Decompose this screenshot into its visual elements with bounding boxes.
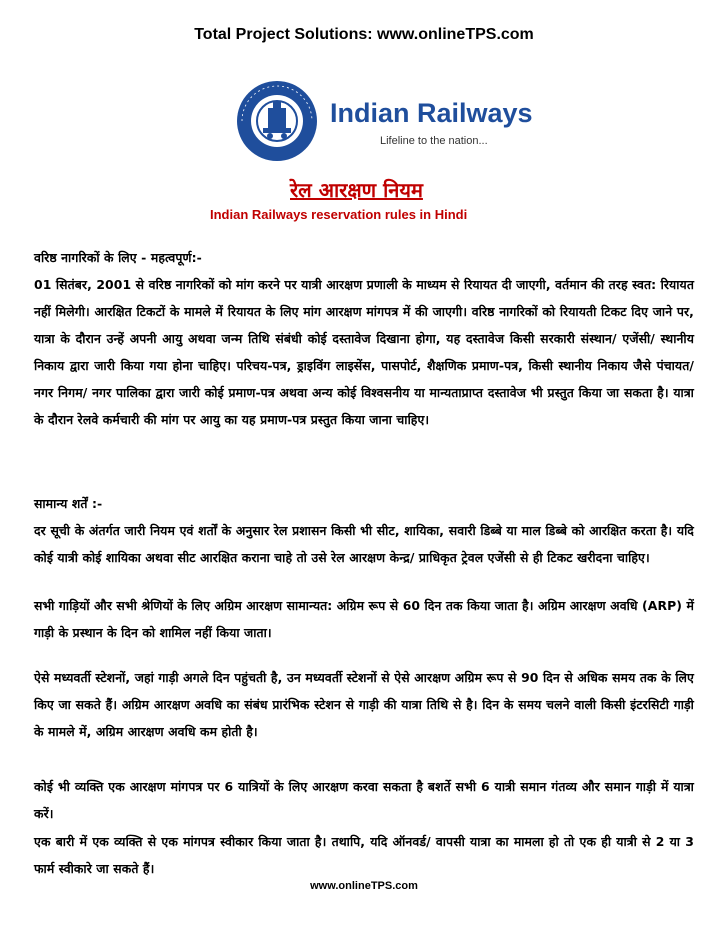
senior-citizen-section <box>34 244 694 433</box>
section-heading: सामान्य शर्तें :- <box>34 496 103 511</box>
brand-name: Indian Railways <box>330 98 533 128</box>
section-paragraph: एक बारी में एक व्यक्ति से एक मांगपत्र स्वीकार किया जाता है। तथापि, यदि ऑनवर्ड/ वापसी यात्रा का मामला हो तो एक ही यात्री से 2 या 3 फार्म स्वीकारे जा सकते हैं। <box>34 834 694 876</box>
one-requisition-paragraph <box>34 828 694 882</box>
general-conditions-section <box>34 490 694 571</box>
page-header: Total Project Solutions: www.onlineTPS.com <box>194 26 534 43</box>
section-paragraph: दर सूची के अंतर्गत जारी नियम एवं शर्तों के अनुसार रेल प्रशासन किसी भी सीट, शायिका, सवारी डिब्बे या माल डिब्बे को आरक्षित करता है। यदि कोई यात्री कोई शायिका अथवा सीट आरक्षित कराना चाहे तो उसे रेल आरक्षण केन्द्र/ प्राधिकृत ट्रेवल एजेंसी से ही टिकट खरीदना चाहिए। <box>34 523 694 565</box>
brand-tagline: Lifeline to the nation... <box>380 135 488 147</box>
page-footer: www.onlineTPS.com <box>310 880 418 892</box>
railways-emblem-icon <box>232 78 533 168</box>
advance-reservation-paragraph <box>34 592 694 646</box>
indian-railways-logo <box>232 78 533 168</box>
hindi-title: रेल आरक्षण नियम <box>290 178 423 202</box>
section-paragraph: ऐसे मध्यवर्ती स्टेशनों, जहां गाड़ी अगले दिन पहुंचती है, उन मध्यवर्ती स्टेशनों से ऐसे आरक्षण अग्रिम रूप से 90 दिन से अधिक समय तक के लिए किए जा सकते हैं। अग्रिम आरक्षण अवधि का संबंध प्रारंभिक स्टेशन से गाड़ी की यात्रा तिथि से है। दिन के समय चलने वाली किसी इंटरसिटी गाड़ी के मामले में, अग्रिम आरक्षण अवधि कम होती है। <box>34 670 694 739</box>
section-heading: वरिष्ठ नागरिकों के लिए - महत्वपूर्ण:- <box>34 250 202 265</box>
section-paragraph: कोई भी व्यक्ति एक आरक्षण मांगपत्र पर 6 यात्रियों के लिए आरक्षण करवा सकता है बशर्ते सभी 6 यात्री समान गंतव्य और समान गाड़ी में यात्रा करें। <box>34 779 694 821</box>
section-paragraph: सभी गाड़ियों और सभी श्रेणियों के लिए अग्रिम आरक्षण सामान्यत: अग्रिम रूप से 60 दिन तक किया जाता है। अग्रिम आरक्षण अवधि (ARP) में गाड़ी के प्रस्थान के दिन को शामिल नहीं किया जाता। <box>34 598 694 640</box>
intermediate-stations-paragraph <box>34 664 694 745</box>
six-passengers-paragraph <box>34 773 694 827</box>
english-subtitle: Indian Railways reservation rules in Hindi <box>210 207 468 222</box>
section-paragraph: 01 सितंबर, 2001 से वरिष्ठ नागरिकों को मांग करने पर यात्री आरक्षण प्रणाली के माध्यम से रियायत दी जाएगी, वर्तमान की तरह स्वत: रियायत नहीं मिलेगी। आरक्षित टिकटों के मामले में रियायत के लिए मांग आरक्षण मांगपत्र में की जाएगी। वरिष्ठ नागरिकों को रियायती टिकट दिए जाने पर, यात्रा के दौरान उन्हें अपनी आयु अथवा जन्म तिथि संबंधी कोई दस्तावेज दिखाना होगा, यह दस्तावेज किसी सरकारी संस्थान/ एजेंसी/ स्थानीय निकाय द्वारा जारी किया गया होना चाहिए। परिचय-पत्र, ड्राइविंग लाइसेंस, पासपोर्ट, शैक्षणिक प्रमाण-पत्र, किसी स्थानीय निकाय जैसे पंचायत/ नगर निगम/ नगर पालिका द्वारा जारी कोई प्रमाण-पत्र अथवा अन्य कोई विश्वसनीय या मान्यताप्राप्त दस्तावेज भी प्रस्तुत किया जा सकता है। यात्रा के दौरान रेलवे कर्मचारी की मांग पर आयु का यह प्रमाण-पत्र प्रस्तुत किया जाना चाहिए। <box>34 277 694 427</box>
